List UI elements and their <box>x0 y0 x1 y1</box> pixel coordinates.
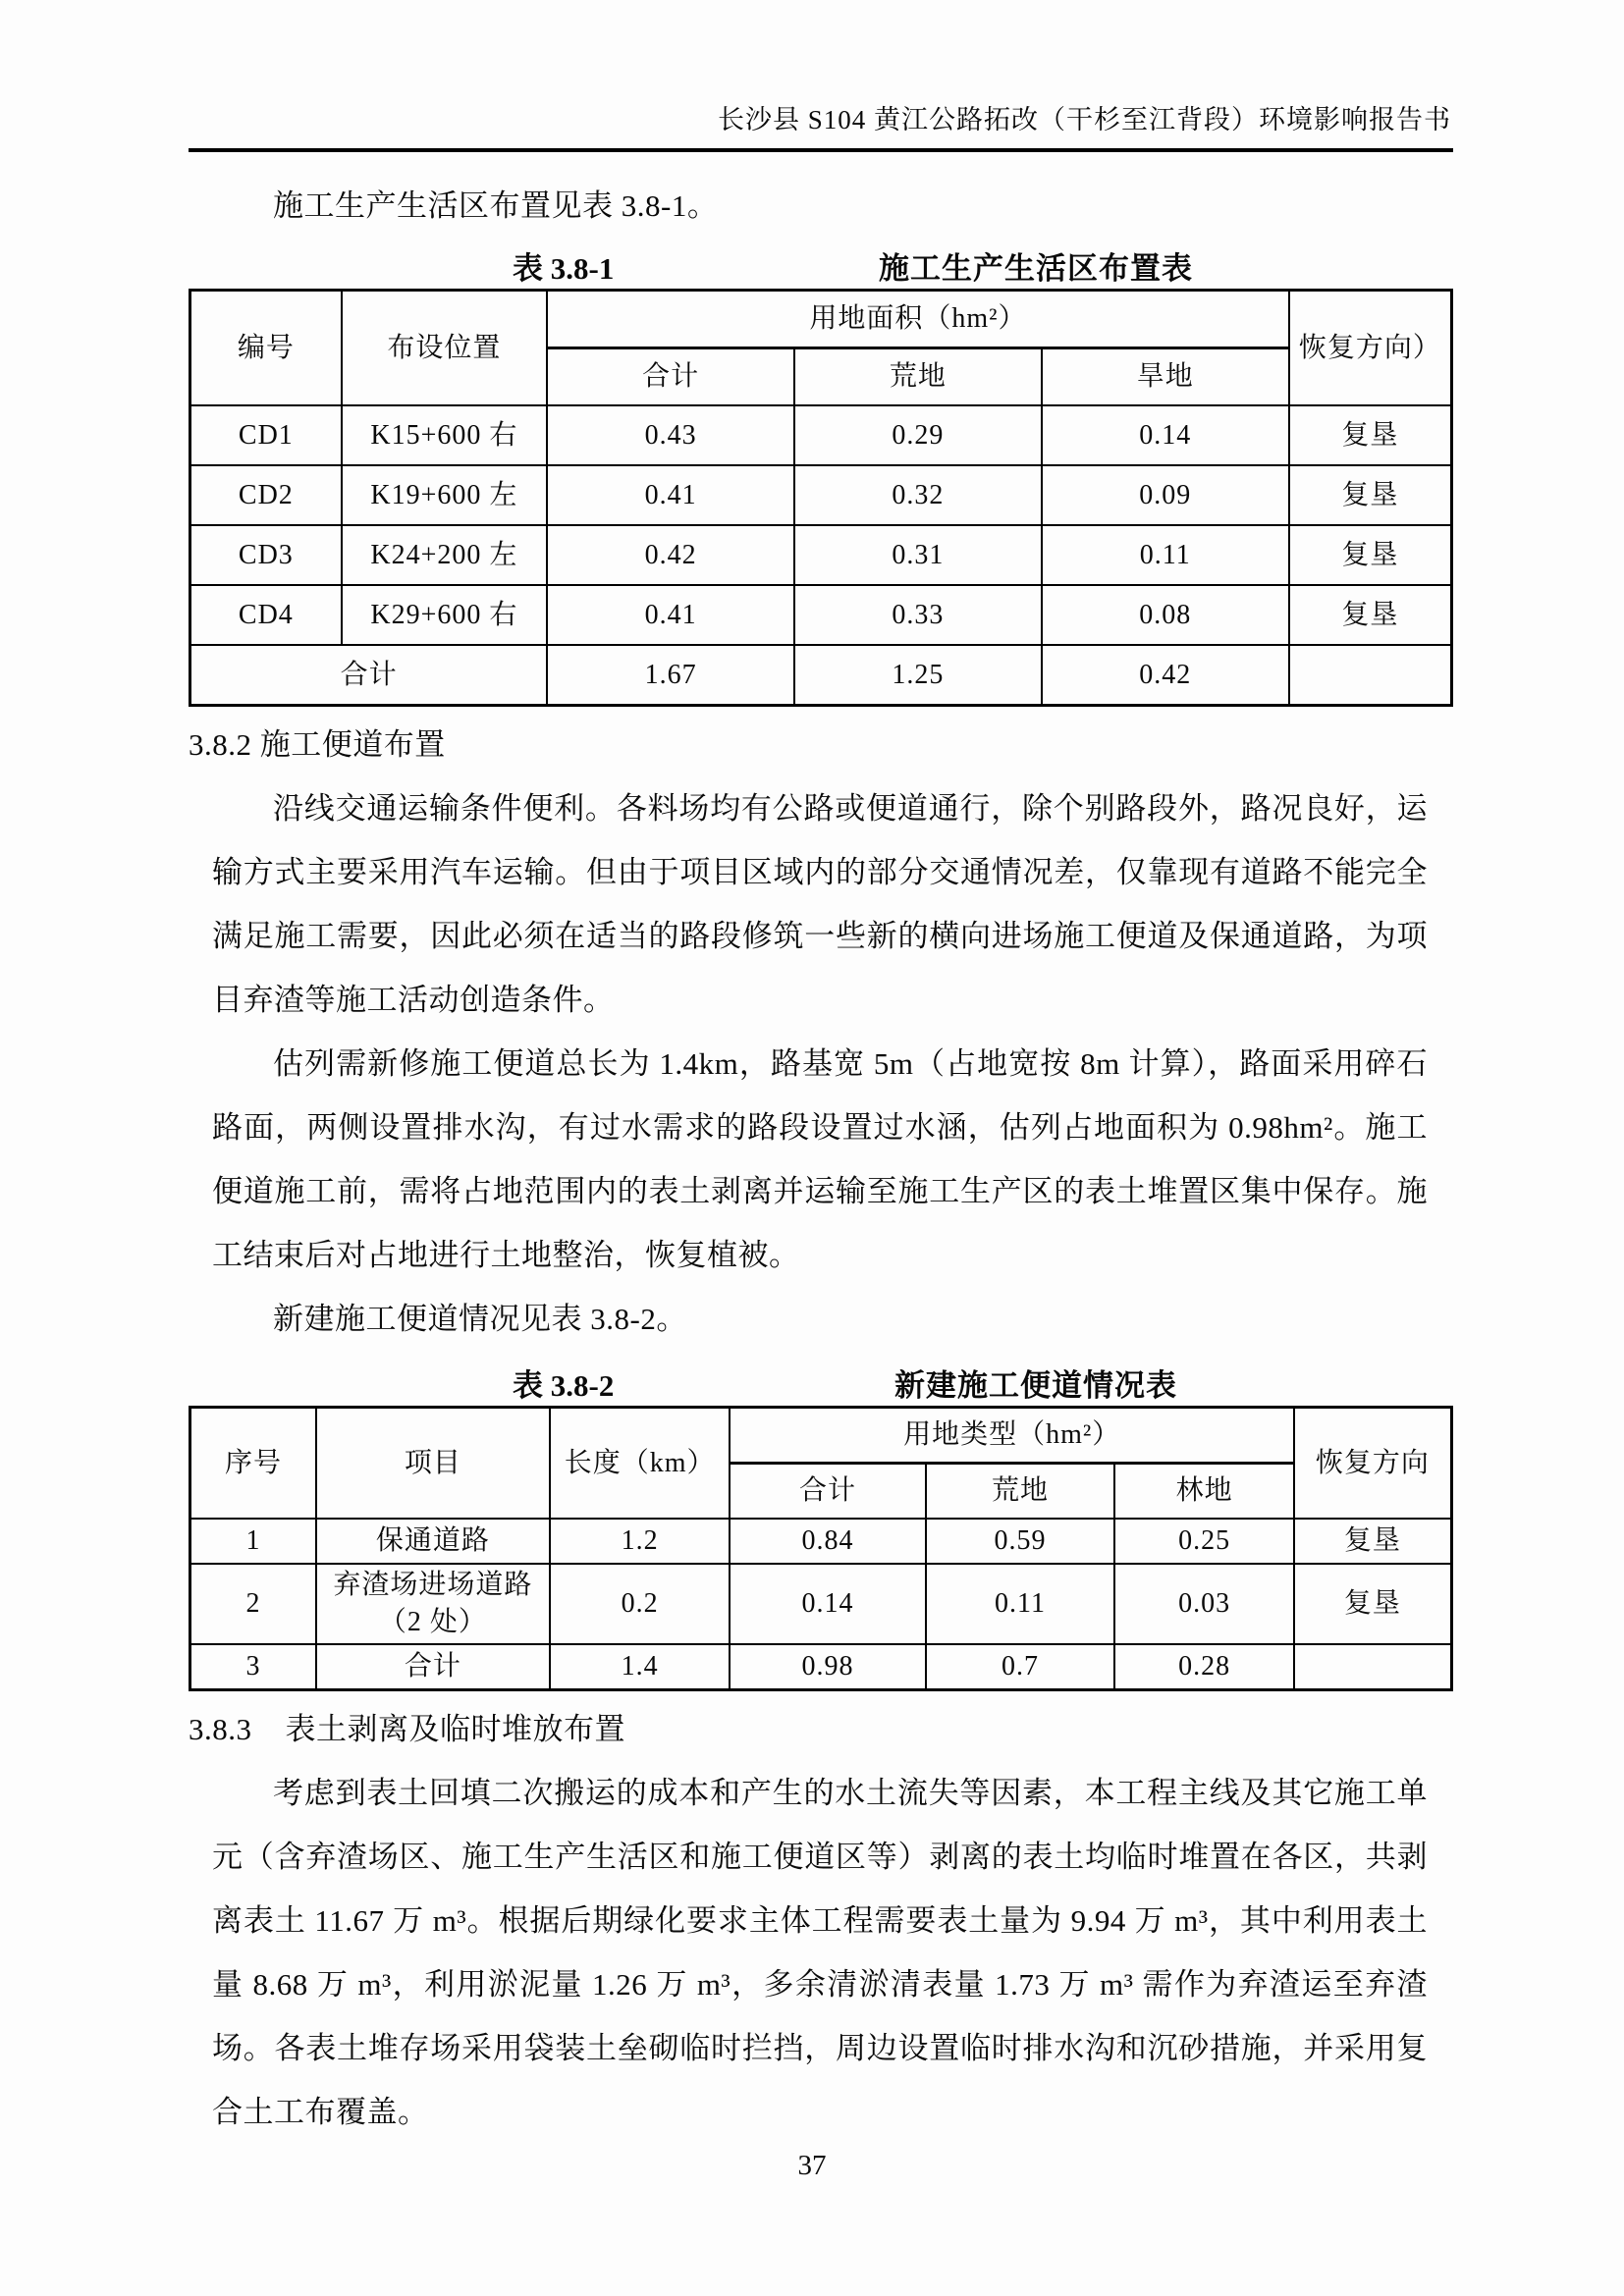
table2-caption-title: 新建施工便道情况表 <box>893 1368 1177 1403</box>
table-cell: CD2 <box>190 465 342 525</box>
section-number: 3.8.3 <box>189 1711 252 1746</box>
table-cell: 0.2 <box>550 1564 731 1644</box>
table-cell: 复垦 <box>1294 1564 1452 1644</box>
table-cell: CD1 <box>190 405 342 465</box>
table-cell: 1.2 <box>550 1519 731 1564</box>
table-cell: K19+600 左 <box>342 465 547 525</box>
table1-col-header-location: 布设位置 <box>342 291 547 406</box>
page-number: 37 <box>797 2150 827 2181</box>
table-cell: K24+200 左 <box>342 525 547 585</box>
table-cell: 0.42 <box>1042 645 1289 706</box>
table-cell: 0.7 <box>926 1644 1115 1690</box>
table-cell: 0.43 <box>547 405 794 465</box>
table1-col-header-restore: 恢复方向） <box>1289 291 1452 406</box>
table-cell: 1.4 <box>550 1644 731 1690</box>
table1-col-header-id: 编号 <box>190 291 342 406</box>
section-3-8-2-paragraph-3: 新建施工便道情况见表 3.8-2。 <box>273 1302 687 1336</box>
table-cell: 弃渣场进场道路（2 处） <box>316 1564 550 1644</box>
table-cell: 复垦 <box>1294 1519 1452 1564</box>
table1-col-header-total: 合计 <box>547 348 794 406</box>
table-cell: 复垦 <box>1289 585 1452 645</box>
table1-row-cd2 <box>190 465 1452 525</box>
table-cell: 1.67 <box>547 645 794 706</box>
table2-col-header-item: 项目 <box>316 1408 550 1520</box>
table-cell: 0.14 <box>730 1564 925 1644</box>
table-cell: CD4 <box>190 585 342 645</box>
table1-col-header-area-group: 用地面积（hm²） <box>547 291 1289 348</box>
table-cell <box>1289 645 1452 706</box>
table-cell: 0.31 <box>794 525 1042 585</box>
table2-col-header-forest: 林地 <box>1114 1464 1293 1520</box>
table1-caption <box>189 238 1453 289</box>
intro-paragraph: 施工生产生活区布置见表 3.8-1。 <box>273 188 719 223</box>
table1-row-cd4 <box>190 585 1452 645</box>
table1-row-cd3 <box>190 525 1452 585</box>
table2-col-header-total: 合计 <box>730 1464 925 1520</box>
document-header-title: 长沙县 S104 黄江公路拓改（干杉至江背段）环境影响报告书 <box>717 105 1451 134</box>
table-cell: 0.59 <box>926 1519 1115 1564</box>
table1-col-header-wasteland: 荒地 <box>794 348 1042 406</box>
table-cell: 0.09 <box>1042 465 1289 525</box>
table1-row-cd1 <box>190 405 1452 465</box>
table-cell: 0.98 <box>730 1644 925 1690</box>
table1-caption-title: 施工生产生活区布置表 <box>878 251 1193 286</box>
table-cell: 0.32 <box>794 465 1042 525</box>
table-cell: 保通道路 <box>316 1519 550 1564</box>
table1-col-header-dryland: 旱地 <box>1042 348 1289 406</box>
section-number: 3.8.2 <box>189 727 252 762</box>
table-cell: CD3 <box>190 525 342 585</box>
table-cell: 复垦 <box>1289 405 1452 465</box>
table-cell: 合计 <box>316 1644 550 1690</box>
table-cell: 3 <box>190 1644 317 1690</box>
table-cell: 0.03 <box>1114 1564 1293 1644</box>
table-cell: 0.33 <box>794 585 1042 645</box>
section-3-8-2-heading <box>189 713 1453 776</box>
table-cell: 复垦 <box>1289 465 1452 525</box>
table-cell: 0.28 <box>1114 1644 1293 1690</box>
table2-caption <box>189 1355 1453 1406</box>
table-cell: 0.41 <box>547 585 794 645</box>
table-cell: 0.41 <box>547 465 794 525</box>
table-cell: 复垦 <box>1289 525 1452 585</box>
table-cell: 2 <box>190 1564 317 1644</box>
section-3-8-3-heading <box>189 1697 1453 1761</box>
table-cell <box>1294 1644 1452 1690</box>
section-3-8-2-paragraph-2: 估列需新修施工便道总长为 1.4km，路基宽 5m（占地宽按 8m 计算），路面采用碎石路面，两侧设置排水沟，有过水需求的路段设置过水涵，估列占地面积为 0.98hm²。施工便道施工前，需将占地范围内的表土剥离并运输至施工生产区的表土堆置区集中保存。施工结束后对占地进行土地整治，恢复植被。 <box>212 1046 1428 1272</box>
table-cell: 0.25 <box>1114 1519 1293 1564</box>
section-3-8-3-paragraph-1: 考虑到表土回填二次搬运的成本和产生的水土流失等因素，本工程主线及其它施工单元（含弃渣场区、施工生产生活区和施工便道区等）剥离的表土均临时堆置在各区，共剥离表土 11.67 万 m³。根据后期绿化要求主体工程需要表土量为 9.94 万 m³，其中利用表土量 8.68 万 m³，利用淤泥量 1.26 万 m³，多余清淤清表量 1.73 万 m³ 需作为弃渣运至弃渣场。各表土堆存场采用袋装土垒砌临时拦挡，周边设置临时排水沟和沉砂措施，并采用复合土工布覆盖。 <box>212 1775 1428 2129</box>
section-title: 表土剥离及临时堆放布置 <box>285 1711 625 1746</box>
table2-col-header-no: 序号 <box>190 1408 317 1520</box>
table-cell: 0.14 <box>1042 405 1289 465</box>
table-cell: 0.08 <box>1042 585 1289 645</box>
table-cell: 0.84 <box>730 1519 925 1564</box>
table-3-8-2 <box>189 1406 1453 1691</box>
table2-col-header-restore: 恢复方向 <box>1294 1408 1452 1520</box>
table1-header-row-1 <box>190 291 1452 348</box>
table-cell: 合计 <box>190 645 548 706</box>
table1-caption-label: 表 3.8-1 <box>513 251 615 286</box>
table-cell: 1 <box>190 1519 317 1564</box>
table2-header-row-1 <box>190 1408 1452 1464</box>
table-cell: 0.11 <box>1042 525 1289 585</box>
table-cell: K29+600 右 <box>342 585 547 645</box>
table-cell: 0.11 <box>926 1564 1115 1644</box>
table2-col-header-wasteland: 荒地 <box>926 1464 1115 1520</box>
table-cell: 1.25 <box>794 645 1042 706</box>
table1-total-row <box>190 645 1452 706</box>
header-divider-rule <box>189 148 1453 152</box>
table2-col-header-type-group: 用地类型（hm²） <box>730 1408 1293 1464</box>
table2-row-1 <box>190 1519 1452 1564</box>
table-cell: K15+600 右 <box>342 405 547 465</box>
table2-row-2 <box>190 1564 1452 1644</box>
table2-col-header-length: 长度（km） <box>550 1408 731 1520</box>
table-cell: 0.42 <box>547 525 794 585</box>
table2-caption-label: 表 3.8-2 <box>513 1368 615 1403</box>
section-title: 施工便道布置 <box>259 727 446 762</box>
table-cell: 0.29 <box>794 405 1042 465</box>
table2-row-3 <box>190 1644 1452 1690</box>
section-3-8-2-paragraph-1: 沿线交通运输条件便利。各料场均有公路或便道通行，除个别路段外，路况良好，运输方式主要采用汽车运输。但由于项目区域内的部分交通情况差，仅靠现有道路不能完全满足施工需要，因此必须在适当的路段修筑一些新的横向进场施工便道及保通道路，为项目弃渣等施工活动创造条件。 <box>212 791 1428 1017</box>
table-3-8-1 <box>189 289 1453 707</box>
